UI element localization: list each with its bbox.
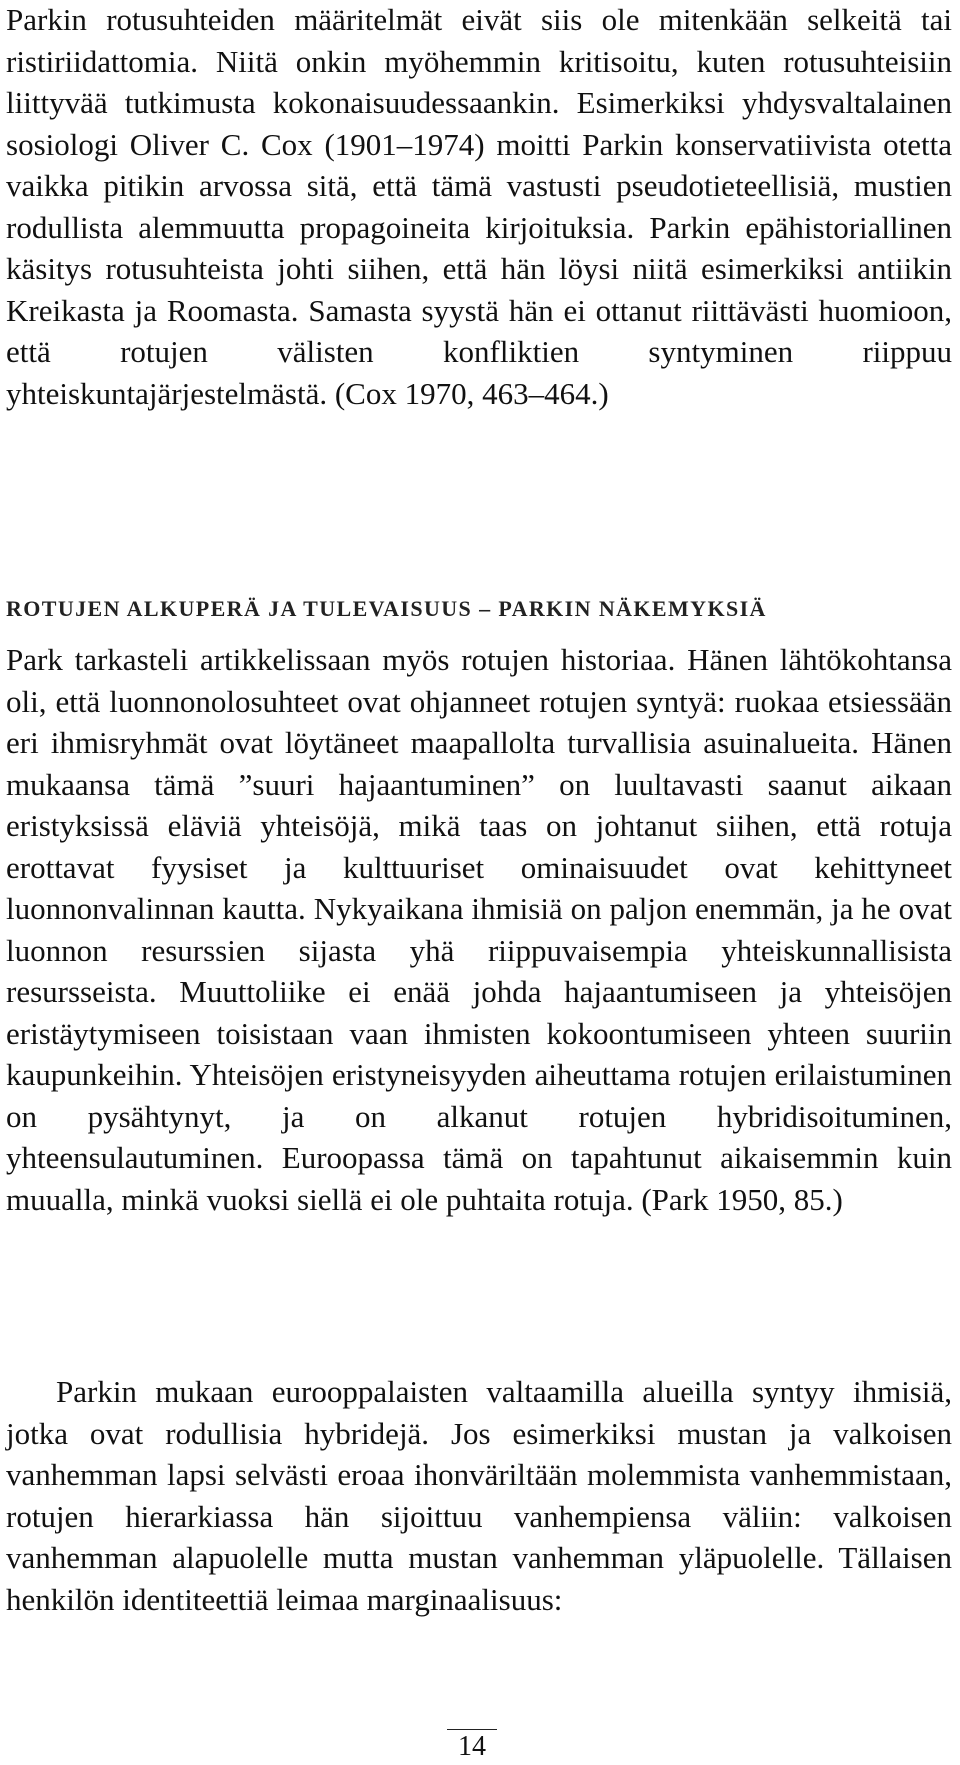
paragraph-race-history: Park tarkasteli artikkelissaan myös rotujen historiaa. Hänen lähtökohtansa oli, että luonnonolosuhteet ovat ohjanneet rotujen syntyä: ruokaa etsiessään eri ihmisryhmät ovat löytäneet maapallolta turvallisia asuinalueita. Hänen mukaansa tämä ”suuri hajaantuminen” on luultavasti saanut aikaan eristyksissä eläviä yhteisöjä, mikä taas on johtanut siihen, että rotuja erottavat fyysiset ja kulttuuriset ominaisuudet ovat kehittyneet luonnonvalinnan kautta. Nykyaikana ihmisiä on paljon enemmän, ja he ovat luonnon resurssien sijasta yhä riippuvaisempia yhteiskunnallisista resursseista. Muuttoliike ei enää johda hajaantumiseen ja yhteisöjen eristäytymiseen toisistaan vaan ihmisten kokoontumiseen yhteen suuriin kaupunkeihin. Yhteisöjen eristyneisyyden aiheuttama rotujen erilaistuminen on pysähtynyt, ja on alkanut rotujen hybridisoituminen, yhteensulautuminen. Euroopassa tämä on tapahtunut aikaisemmin kuin muualla, minkä vuoksi siellä ei ole puhtaita rotuja. (Park 1950, 85.)	[6, 642, 952, 1217]
page-number-rule	[447, 1729, 497, 1730]
page-number: 14	[458, 1731, 486, 1762]
paragraph-hybrids: Parkin mukaan eurooppalaisten valtaamilla alueilla syntyy ihmisiä, jotka ovat rodullisia hybridejä. Jos esimerkiksi mustan ja valkoisen vanhemman lapsi selvästi eroaa ihonväriltään molemmista vanhemmistaan, rotujen hierarkiassa hän sijoittuu vanhempiensa väliin: valkoisen vanhemman alapuolelle mutta mustan vanhemman yläpuolelle. Tällaisen henkilön identiteettiä leimaa marginaalisuus:	[6, 1374, 952, 1617]
paragraph-cox-critique: Parkin rotusuhteiden määritelmät eivät siis ole mitenkään selkeitä tai ristiriidattomia. Niitä onkin myöhemmin kritisoitu, kuten rotusuhteisiin liittyvää tutkimusta kokonaisuudessaankin. Esimerkiksi yhdysvaltalainen sosiologi Oliver C. Cox (1901–1974) moitti Parkin konservatiivista otetta vaikka pitikin arvossa sitä, että tämä vastusti pseudotieteellisiä, mustien rodullista alemmuutta propagoineita kirjoituksia. Parkin epähistoriallinen käsitys rotusuhteista johti siihen, että hän löysi niitä esimerkiksi antiikin Kreikasta ja Roomasta. Samasta syystä hän ei ottanut riittävästi huomioon, että rotujen välisten konfliktien syntyminen riippuu yhteiskuntajärjestelmästä. (Cox 1970, 463–464.)	[6, 2, 952, 411]
section-heading: ROTUJEN ALKUPERÄ JA TULEVAISUUS – PARKIN NÄKEMYKSIÄ	[6, 596, 767, 621]
